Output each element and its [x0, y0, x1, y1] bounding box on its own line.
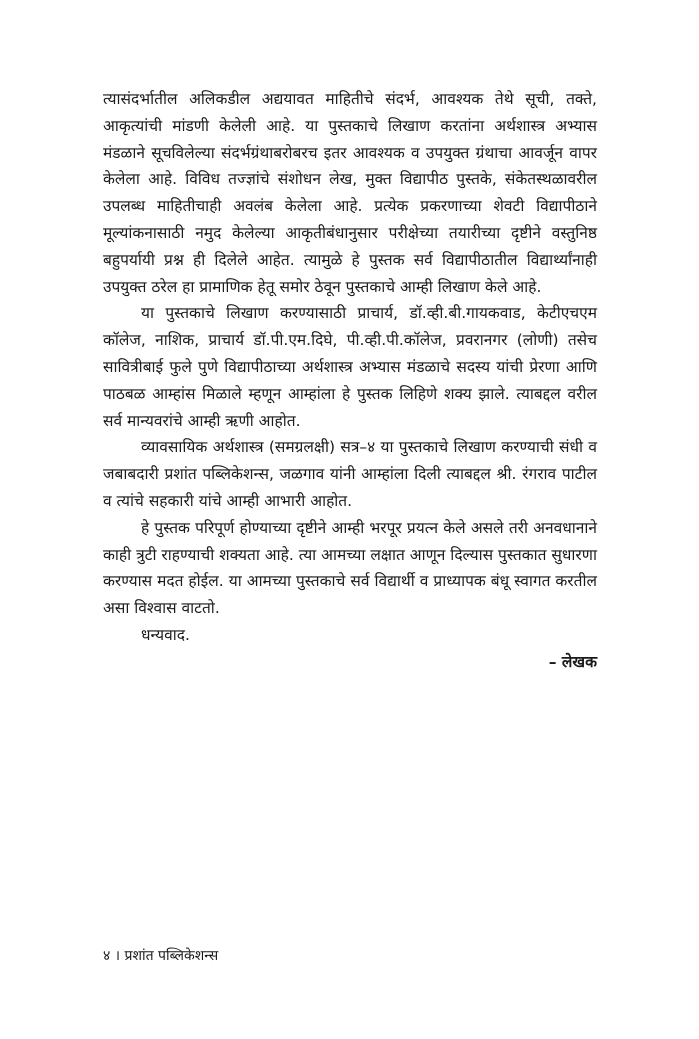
- page-number: ४: [103, 948, 111, 964]
- paragraph-4: हे पुस्तक परिपूर्ण होण्याच्या दृष्टीने आम्ही भरपूर प्रयत्न केले असले तरी अनवधानाने काही त्रुटी राहण्याची शक्यता आहे. त्या आमच्या लक्षात आणून दिल्यास पुस्तकात सुधारणा करण्यास मदत होईल. या आमच्या पुस्तकाचे सर्व विद्यार्थी व प्राध्यापक बंधू स्वागत करतील असा विश्वास वाटतो.: [103, 518, 597, 618]
- paragraph-2: या पुस्तकाचे लिखाण करण्यासाठी प्राचार्य, डॉ.व्ही.बी.गायकवाड, केटीएचएम कॉलेज, नाशिक, प्राचार्य डॉ.पी.एम.दिघे, पी.व्ही.पी.कॉलेज, प्रवरानगर (लोणी) तसेच सावित्रीबाई फुले पुणे विद्यापीठाच्या अर्थशास्त्र अभ्यास मंडळाचे सदस्य यांची प्रेरणा आणि पाठबळ आम्हांस मिळाले म्हणून आम्हांला हे पुस्तक लिहिणे शक्य झाले. त्याबद्दल वरील सर्व मान्यवरांचे आम्ही ऋणी आहोत.: [103, 304, 597, 430]
- thanks-line: धन्यवाद.: [141, 625, 190, 644]
- paragraph-1: त्यासंदर्भातील अलिकडील अद्ययावत माहितीचे संदर्भ, आवश्यक तेथे सूची, तक्ते, आकृत्यांची मांडणी केलेली आहे. या पुस्तकाचे लिखाण करतांना अर्थशास्त्र अभ्यास मंडळाने सूचविलेल्या संदर्भग्रंथाबरोबरच इतर आवश्यक व उपयुक्त ग्रंथाचा आवर्जून वापर केलेला आहे. विविध तज्ज्ञांचे संशोधन लेख, मुक्त विद्यापीठ पुस्तके, संकेतस्थळावरील उपलब्ध माहितीचाही अवलंब केलेला आहे. प्रत्येक प्रकरणाच्या शेवटी विद्यापीठाने मूल्यांकनासाठी नमुद केलेल्या आकृतीबंधानुसार परीक्षेच्या तयारीच्या दृष्टीने वस्तुनिष्ठ बहुपर्यायी प्रश्न ही दिलेले आहेत. त्यामुळे हे पुस्तक सर्व विद्यापीठातील विद्यार्थ्यांनाही उपयुक्त ठरेल हा प्रामाणिक हेतू समोर ठेवून पुस्तकाचे आम्ही लिखाण केले आहे.: [103, 90, 597, 296]
- author-signature: – लेखक: [548, 652, 597, 671]
- footer-separator: ।: [114, 948, 121, 964]
- document-page: [103, 86, 597, 676]
- publisher-name: प्रशांत पब्लिकेशन्स: [124, 948, 219, 964]
- paragraph-3: व्यावसायिक अर्थशास्त्र (समग्रलक्षी) सत्र–४ या पुस्तकाचे लिखाण करण्याची संधी व जबाबदारी प्रशांत पब्लिकेशन्स, जळगाव यांनी आम्हांला दिली त्याबद्दल श्री. रंगराव पाटील व त्यांचे सहकारी यांचे आम्ही आभारी आहोत.: [103, 438, 597, 510]
- page-footer: [103, 946, 218, 965]
